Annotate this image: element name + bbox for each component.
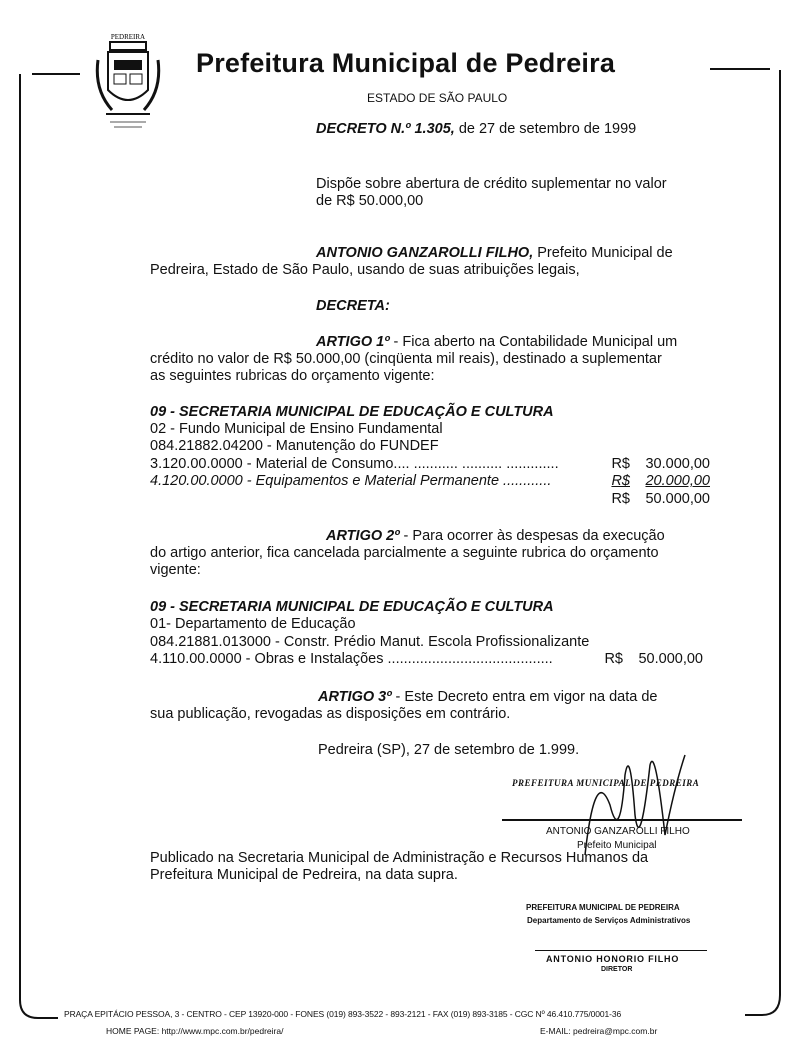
stamp-text: PREFEITURA MUNICIPAL DE PEDREIRA [512,778,700,788]
budget-desc: 4.120.00.0000 - Equipamentos e Material Permanente ............ [150,473,552,489]
footer-email[interactable]: E-MAIL: pedreira@mpc.com.br [540,1026,658,1036]
signer-role: Prefeito Municipal [577,840,657,851]
intro-text: Prefeito Municipal de [533,245,673,261]
publication-line: Prefeitura Municipal de Pedreira, na data supra. [150,867,458,883]
article-text: - Este Decreto entra em vigor na data de [391,689,658,705]
article-line: sua publicação, revogadas as disposições em contrário. [150,706,511,722]
budget-amount: 50.000,00 [638,651,703,667]
program-line: 084.21881.013000 - Constr. Prédio Manut. Escola Profissionalizante [150,634,590,650]
signer-name: ANTONIO GANZAROLLI FILHO [546,826,690,837]
crest-text: PEDREIRA [110,33,146,41]
article-label: ARTIGO 3º [318,689,392,705]
stamp-text: Departamento de Serviços Administrativos [527,916,691,925]
budget-desc: 4.110.00.0000 - Obras e Instalações ......................................... [150,651,553,667]
article-label: ARTIGO 1º [316,334,390,350]
signer-role: DIRETOR [601,966,633,973]
article-label: ARTIGO 2º [326,528,400,544]
article-line: do artigo anterior, fica cancelada parcialmente a seguinte rubrica do orçamento [150,545,659,561]
article-text: - Fica aberto na Contabilidade Municipal um [389,334,678,350]
decreta-label: DECRETA: [316,298,390,314]
footer-address: PRAÇA EPITÁCIO PESSOA, 3 - CENTRO - CEP 13920-000 - FONES (019) 893-3522 - 893-2121 - FAX (019) 893-3185 - CGC Nº 46.410.775/0001-36 [64,1009,622,1019]
intro-line: Pedreira, Estado de São Paulo, usando de suas atribuições legais, [150,262,580,278]
section-heading: 09 - SECRETARIA MUNICIPAL DE EDUCAÇÃO E CULTURA [150,404,554,420]
budget-amount: 30.000,00 [645,456,710,472]
section-heading: 09 - SECRETARIA MUNICIPAL DE EDUCAÇÃO E CULTURA [150,599,554,615]
fund-line: 02 - Fundo Municipal de Ensino Fundamental [150,421,443,437]
decree-number: DECRETO N.º 1.305, [316,121,455,137]
program-line: 084.21882.04200 - Manutenção do FUNDEF [150,438,439,454]
dept-line: 01- Departamento de Educação [150,616,356,632]
currency: R$ [611,491,630,507]
article-line: crédito no valor de R$ 50.000,00 (cinqüenta mil reais), destinado a suplementar [150,351,662,367]
summary-line: de R$ 50.000,00 [316,193,424,209]
footer-homepage[interactable]: HOME PAGE: http://www.mpc.com.br/pedreira/ [106,1026,284,1036]
budget-total: 50.000,00 [645,491,710,507]
currency: R$ [604,651,623,667]
article-text: - Para ocorrer às despesas da execução [399,528,665,544]
state-label: ESTADO DE SÃO PAULO [367,91,508,105]
currency: R$ [611,473,630,489]
stamp-text: PREFEITURA MUNICIPAL DE PEDREIRA [526,903,680,912]
decree-date: de 27 de setembro de 1999 [454,121,637,137]
mayor-name: ANTONIO GANZAROLLI FILHO, [316,245,534,261]
article-line: vigente: [150,562,201,578]
page-title: Prefeitura Municipal de Pedreira [196,48,616,78]
budget-amount: 20.000,00 [645,473,710,489]
signer-name: ANTONIO HONORIO FILHO [546,954,680,964]
summary-line: Dispõe sobre abertura de crédito suplementar no valor [316,176,667,192]
article-line: as seguintes rubricas do orçamento vigente: [150,368,435,384]
place-date: Pedreira (SP), 27 de setembro de 1.999. [318,742,580,758]
publication-line: Publicado na Secretaria Municipal de Administração e Recursos Humanos da [150,850,649,866]
currency: R$ [611,456,630,472]
budget-desc: 3.120.00.0000 - Material de Consumo.... ........... .......... ............. [150,456,559,472]
